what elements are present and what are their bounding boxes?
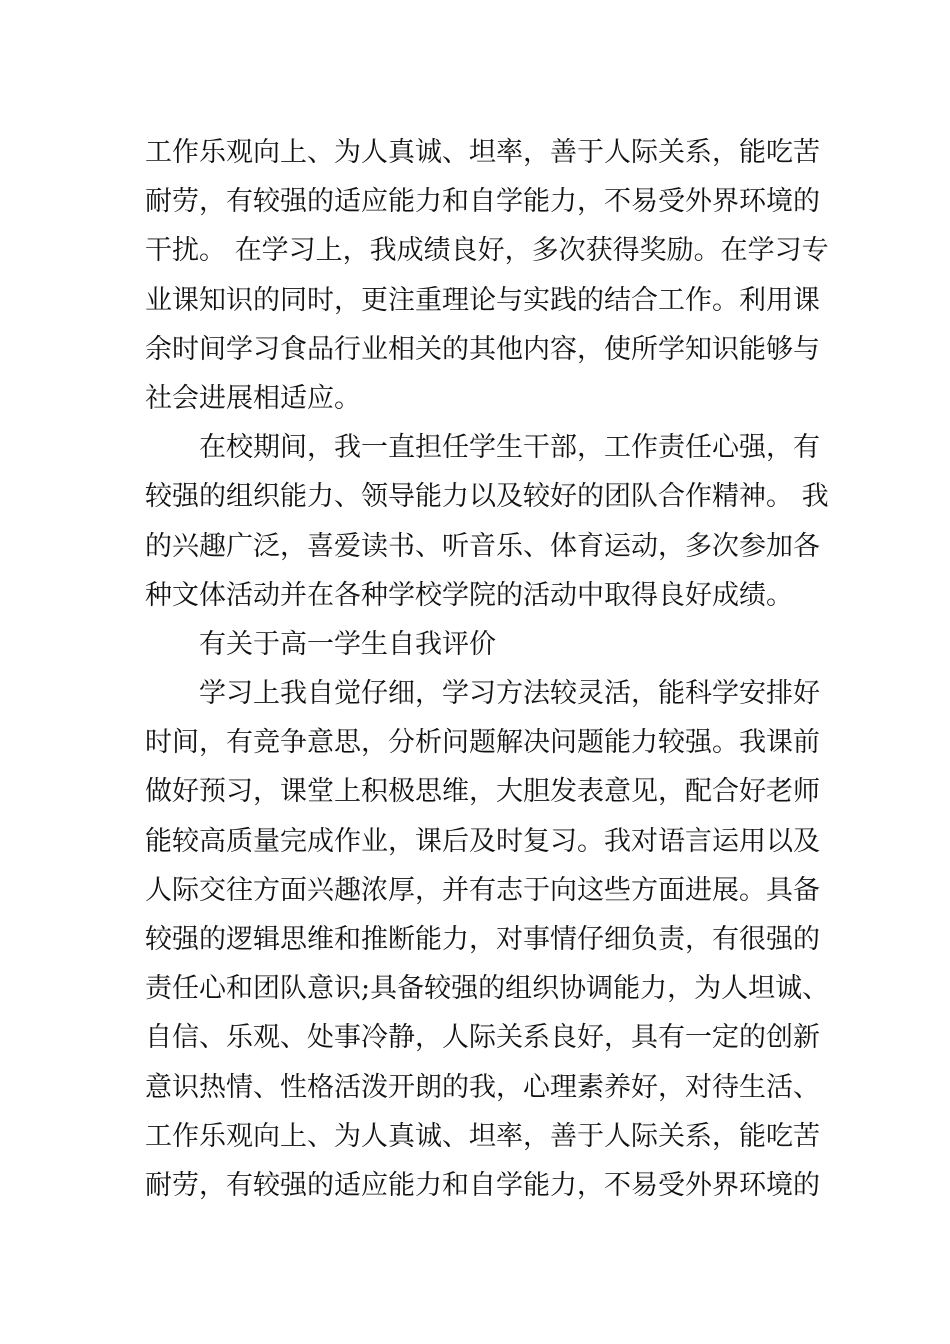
paragraph-first-line: 学习上我自觉仔细，学习方法较灵活，能科学安排好 bbox=[199, 678, 820, 710]
paragraph-first-line: 在校期间，我一直担任学生干部，工作责任心强，有 bbox=[199, 432, 820, 464]
text-line: 意识热情、性格活泼开朗的我，心理素养好，对待生活、 bbox=[145, 1071, 820, 1103]
text-line: 干扰。 在学习上，我成绩良好，多次获得奖励。在学习专 bbox=[145, 235, 829, 267]
text-line: 社会进展相适应。 bbox=[145, 382, 361, 414]
text-line: 较强的逻辑思维和推断能力，对事情仔细负责，有很强的 bbox=[145, 924, 820, 955]
text-line: 业课知识的同时，更注重理论与实践的结合工作。利用课 bbox=[145, 284, 820, 316]
text-line: 耐劳，有较强的适应能力和自学能力，不易受外界环境的 bbox=[145, 186, 820, 218]
text-line: 工作乐观向上、为人真诚、坦率，善于人际关系，能吃苦 bbox=[145, 137, 820, 168]
body-text bbox=[145, 128, 830, 1210]
text-line: 的兴趣广泛，喜爱读书、听音乐、体育运动，多次参加各 bbox=[145, 530, 820, 562]
text-line: 做好预习，课堂上积极思维，大胆发表意见，配合好老师 bbox=[145, 776, 820, 808]
text-line: 工作乐观向上、为人真诚、坦率，善于人际关系，能吃苦 bbox=[145, 1120, 820, 1152]
text-line: 较强的组织能力、领导能力以及较好的团队合作精神。 我 bbox=[145, 481, 829, 513]
text-line: 自信、乐观、处事冷静，人际关系良好，具有一定的创新 bbox=[145, 1022, 820, 1054]
text-line: 时间，有竞争意思，分析问题解决问题能力较强。我课前 bbox=[145, 727, 820, 759]
text-line: 种文体活动并在各种学校学院的活动中取得良好成绩。 bbox=[145, 579, 793, 611]
section-heading: 有关于高一学生自我评价 bbox=[199, 628, 496, 660]
text-line: 责任心和团队意识;具备较强的组织协调能力，为人坦诚、 bbox=[145, 973, 830, 1005]
text-line: 能较高质量完成作业，课后及时复习。我对语言运用以及 bbox=[145, 825, 820, 857]
text-line: 人际交往方面兴趣浓厚，并有志于向这些方面进展。具备 bbox=[145, 874, 820, 906]
text-line: 耐劳，有较强的适应能力和自学能力，不易受外界环境的 bbox=[145, 1169, 820, 1201]
text-line: 余时间学习食品行业相关的其他内容，使所学知识能够与 bbox=[145, 333, 820, 365]
